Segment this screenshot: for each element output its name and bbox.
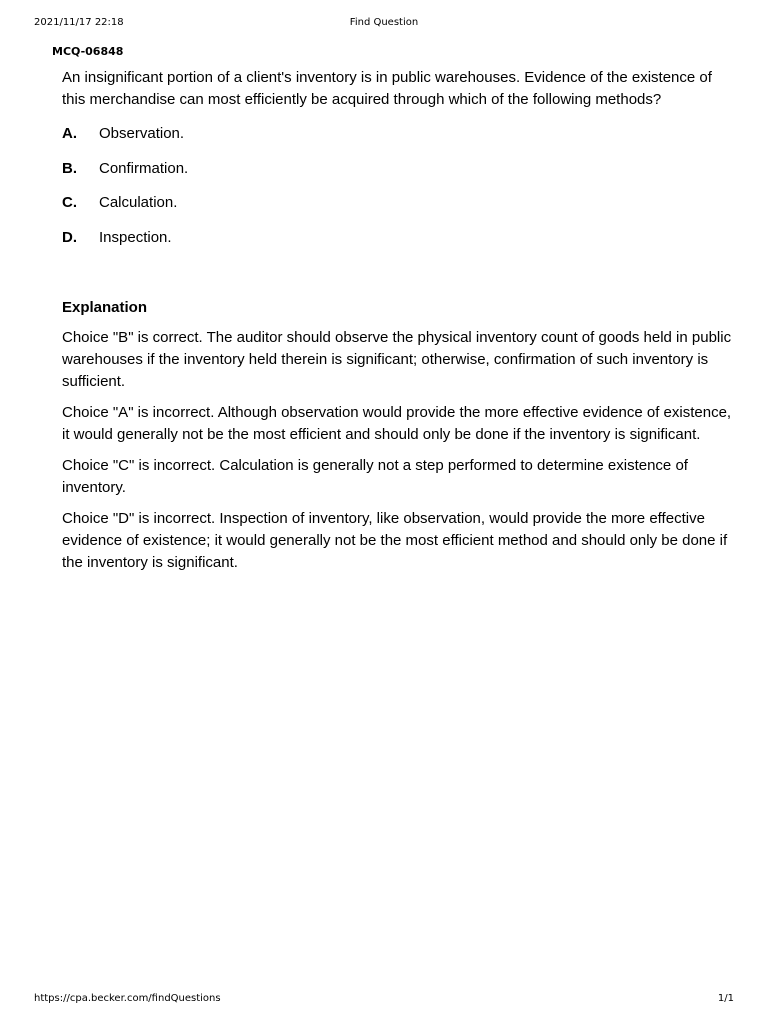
explanation-paragraph: Choice "B" is correct. The auditor should observe the physical inventory count of goods held in public warehouses if the inventory held therein is significant; otherwise, confirmation of such inventory is sufficient. <box>62 329 732 390</box>
explanation-paragraph: Choice "D" is incorrect. Inspection of inventory, like observation, would provide the more effective evidence of existence; it would generally not be the most efficient method and should only be done if the inventory is significant. <box>62 510 728 571</box>
option-text: Confirmation. <box>99 159 189 177</box>
print-page-title: Find Question <box>349 17 419 28</box>
print-datetime: 2021/11/17 22:18 <box>34 17 124 28</box>
explanation-paragraph: Choice "A" is incorrect. Although observation would provide the more effective evidence of existence, it would generally not be the most efficient and should only be done if the inventory is significant. <box>62 404 732 443</box>
explanation-paragraph: Choice "C" is incorrect. Calculation is generally not a step performed to determine existence of inventory. <box>62 457 688 496</box>
option-letter: C. <box>62 194 77 211</box>
option-letter: A. <box>62 125 77 142</box>
answer-option-a[interactable] <box>62 123 732 158</box>
option-text: Inspection. <box>99 228 172 246</box>
option-text: Calculation. <box>99 194 178 211</box>
question-id: MCQ-06848 <box>52 45 124 58</box>
question-stem: An insignificant portion of a client's inventory is in public warehouses. Evidence of the existence of this merchandise can most efficiently be acquired through which of the following methods? <box>62 69 712 108</box>
answer-option-d[interactable] <box>62 227 732 262</box>
print-page-number: 1/1 <box>717 993 734 1004</box>
option-letter: D. <box>62 228 77 246</box>
print-url: https://cpa.becker.com/findQuestions <box>34 993 221 1004</box>
explanation-heading: Explanation <box>62 299 148 316</box>
answer-option-b[interactable] <box>62 158 732 193</box>
answer-options <box>62 123 732 261</box>
option-text: Observation. <box>99 125 185 142</box>
question-content <box>62 67 732 574</box>
answer-option-c[interactable] <box>62 192 732 227</box>
option-letter: B. <box>62 159 77 177</box>
